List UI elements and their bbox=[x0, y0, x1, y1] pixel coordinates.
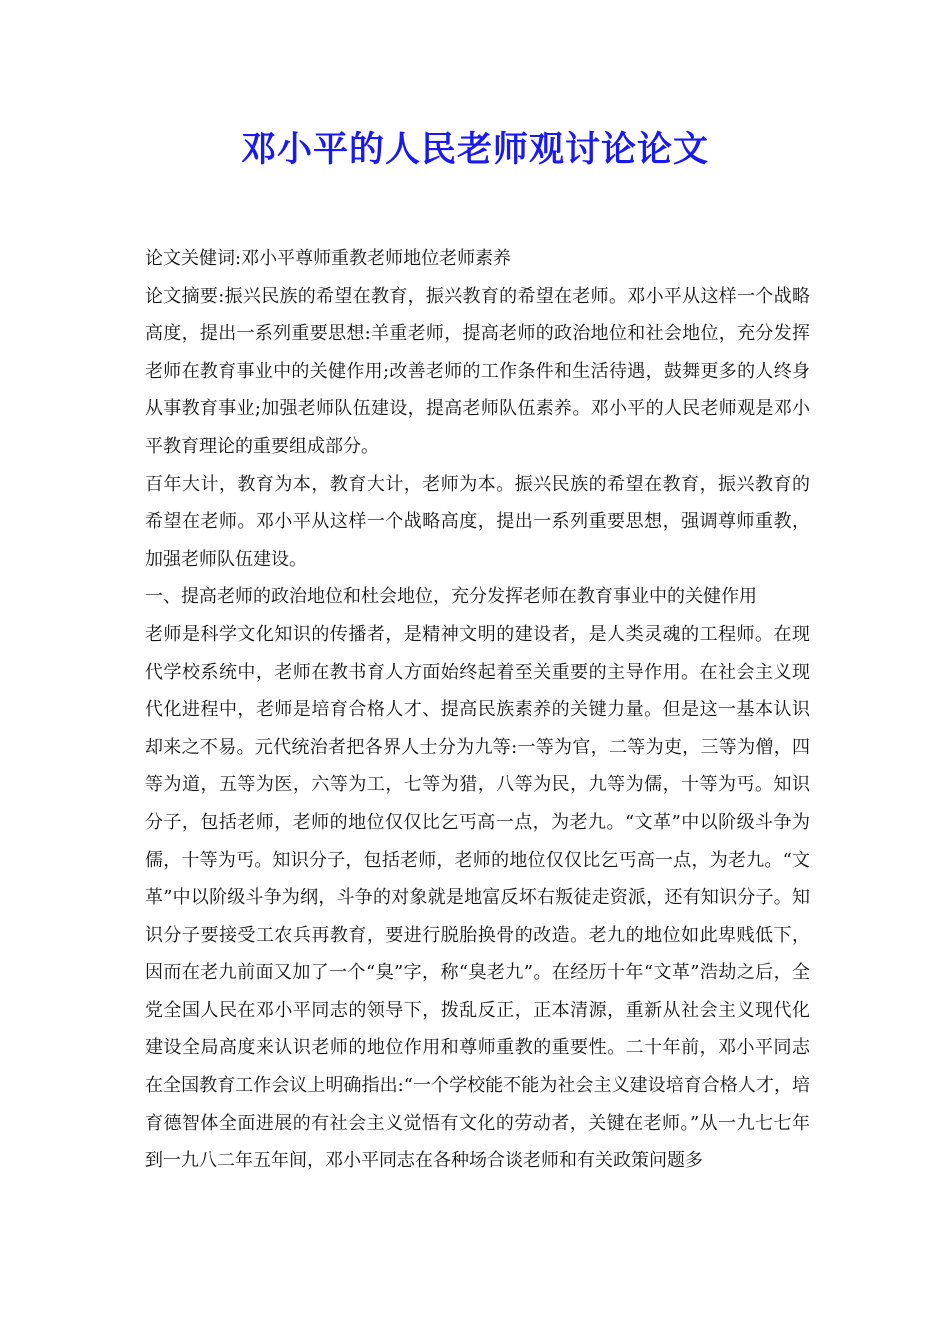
document-title: 邓小平的人民老师观讨论论文 bbox=[240, 130, 709, 170]
keywords-paragraph: 论文关健词:邓小平尊师重教老师地位老师素养 bbox=[145, 248, 512, 269]
document-body bbox=[145, 240, 810, 1180]
section-heading: 一、提高老师的政治地位和杜会地位，充分发挥老师在教育事业中的关健作用 bbox=[145, 586, 757, 608]
body-paragraph: 老师是科学文化知识的传播者，是精神文明的建设者，是人类灵魂的工程师。在现代学校系统中，老师在教书育人方面始终起着至关重要的主导作用。在社会主义现代化进程中，老师是培育合格人才、提高民族素养的关键力量。但是这一基本认识却来之不易。元代统治者把各界人士分为九等:一等为官，二等为吏，三等为僧，四等为道，五等为医，六等为工，七等为猎，八等为民，九等为儒，十等为丐。知识分子，包括老师，老师的地位仅仅比乞丐高一点，为老九。“文革”中以阶级斗争为儒，十等为丐。知识分子，包括老师，老师的地位仅仅比乞丐高一点，为老九。“文革”中以阶级斗争为纲，斗争的对象就是地富反坏右叛徒走资派，还有知识分子。知识分子要接受工农兵再教育，要进行脱胎换骨的改造。老九的地位如此卑贱低下，因而在老九前面又加了一个“臭”字，称“臭老九”。在经历十年“文革”浩劫之后，全党全国人民在邓小平同志的领导下，拨乱反正，正本清源，重新从社会主义现代化建设全局高度来认识老师的地位作用和尊师重教的重要性。二十年前，邓小平同志在全国教育工作会议上明确指出:“一个学校能不能为社会主义建设培育合格人才，培育德智体全面进展的有社会主义觉悟有文化的劳动者，关键在老师。”从一九七七年到一九八二年五年间，邓小平同志在各种场合谈老师和有关政策问题多 bbox=[145, 623, 810, 1172]
abstract-paragraph: 论文摘要:振兴民族的希望在教育，振兴教育的希望在老师。邓小平从这样一个战略高度，提出一系列重要思想:羊重老师，提高老师的政治地位和社会地位，充分发挥老师在教育事业中的关健作用;改善老师的工作条件和生活待遇，鼓舞更多的人终身从事教育事业;加强老师队伍建设，提高老师队伍素养。邓小平的人民老师观是邓小平教育理论的重要组成部分。 bbox=[145, 285, 810, 457]
intro-paragraph: 百年大计，教育为本，教育大计，老师为本。振兴民族的希望在教育，振兴教育的希望在老师。邓小平从这样一个战略高度，提出一系列重要思想，强调尊师重教，加强老师队伍建设。 bbox=[145, 473, 810, 570]
